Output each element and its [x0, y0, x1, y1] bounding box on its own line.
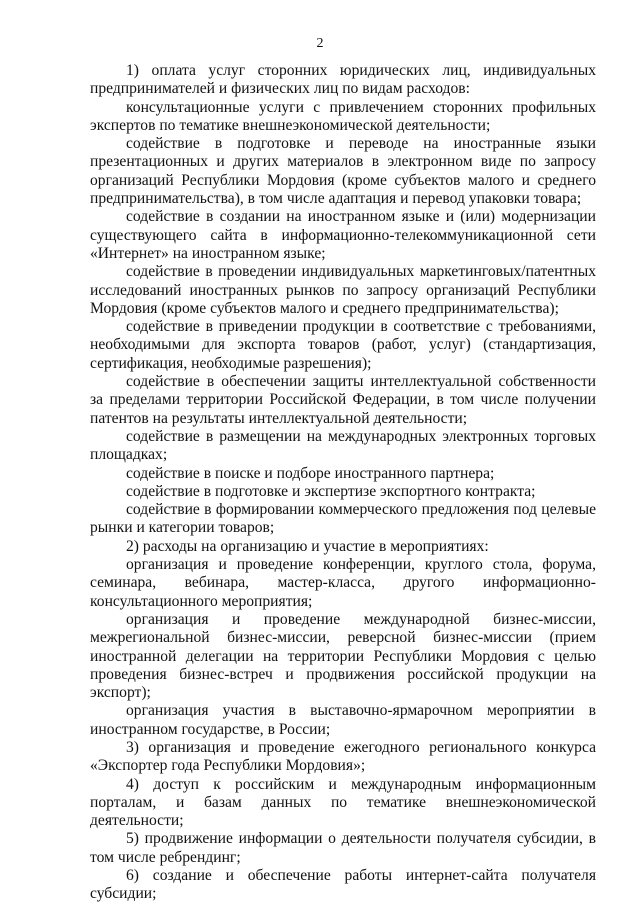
page-number: 2 — [316, 36, 324, 51]
paragraph-translation-assistance: содействие в подготовке и переводе на иностранные языки презентационных и других материалов в электронном виде по запросу организаций Республики Мордовия (кроме субъектов малого и среднего предпринимательства), в том числе адаптация и перевод упаковки товара; — [90, 135, 596, 208]
paragraph-item-4: 4) доступ к российским и международным информационным порталам, и базам данных по тематике внешнеэкономической деятельности; — [90, 775, 596, 830]
paragraph-marketplace-placement: содействие в размещении на международных электронных торговых площадках; — [90, 427, 596, 464]
paragraph-partner-search: содействие в поиске и подборе иностранного партнера; — [126, 464, 495, 482]
paragraph-business-mission: организация и проведение международной бизнес-миссии, межрегиональной бизнес-миссии, реверсной бизнес-миссии (прием иностранной делегации на территории Республики Мордовия с целью проведения бизнес-встреч и продвижения российской продукции на экспорт); — [90, 610, 596, 702]
paragraph-market-research: содействие в проведении индивидуальных маркетинговых/патентных исследований иностранных рынков по запросу организаций Республики Мордовия (кроме субъектов малого и среднего предпринимательства); — [90, 263, 596, 317]
document-body — [90, 62, 596, 904]
paragraph-exhibition-participation: организация участия в выставочно-ярмарочном мероприятии в иностранном государстве, в России; — [90, 702, 596, 738]
paragraph-contract-review: содействие в подготовке и экспертизе экспортного контракта; — [126, 482, 536, 500]
paragraph-item-2: 2) расходы на организацию и участие в мероприятиях: — [126, 537, 489, 555]
paragraph-website-creation: содействие в создании на иностранном языке и (или) модернизации существующего сайта в информационно-телекоммуникационной сети «Интернет» на иностранном языке; — [90, 208, 596, 262]
paragraph-ip-protection: содействие в обеспечении защиты интеллектуальной собственности за пределами территории Российской Федерации, в том числе получении патентов на результаты интеллектуальной деятельности; — [90, 373, 596, 427]
paragraph-item-3: 3) организация и проведение ежегодного регионального конкурса «Экспортер года Республики Мордовия»; — [90, 738, 596, 775]
paragraph-consulting-services: консультационные услуги с привлечением сторонних профильных экспертов по тематике внешнеэкономической деятельности; — [90, 98, 596, 134]
paragraph-commercial-offer: содействие в формировании коммерческого предложения под целевые рынки и категории товаров; — [90, 501, 596, 537]
paragraph-item-6: 6) создание и обеспечение работы интернет-сайта получателя субсидии; — [90, 867, 596, 903]
paragraph-item-5: 5) продвижение информации о деятельности получателя субсидии, в том числе ребрендинг; — [90, 830, 596, 866]
paragraph-item-1: 1) оплата услуг сторонних юридических лиц, индивидуальных предпринимателей и физических лиц по видам расходов: — [90, 62, 596, 98]
paragraph-conference-organization: организация и проведение конференции, круглого стола, форума, семинара, вебинара, мастер-класса, другого информационно-консультационного мероприятия; — [90, 556, 596, 610]
paragraph-product-compliance: содействие в приведении продукции в соответствие с требованиями, необходимыми для экспорта товаров (работ, услуг) (стандартизация, сертификация, необходимые разрешения); — [90, 318, 596, 372]
